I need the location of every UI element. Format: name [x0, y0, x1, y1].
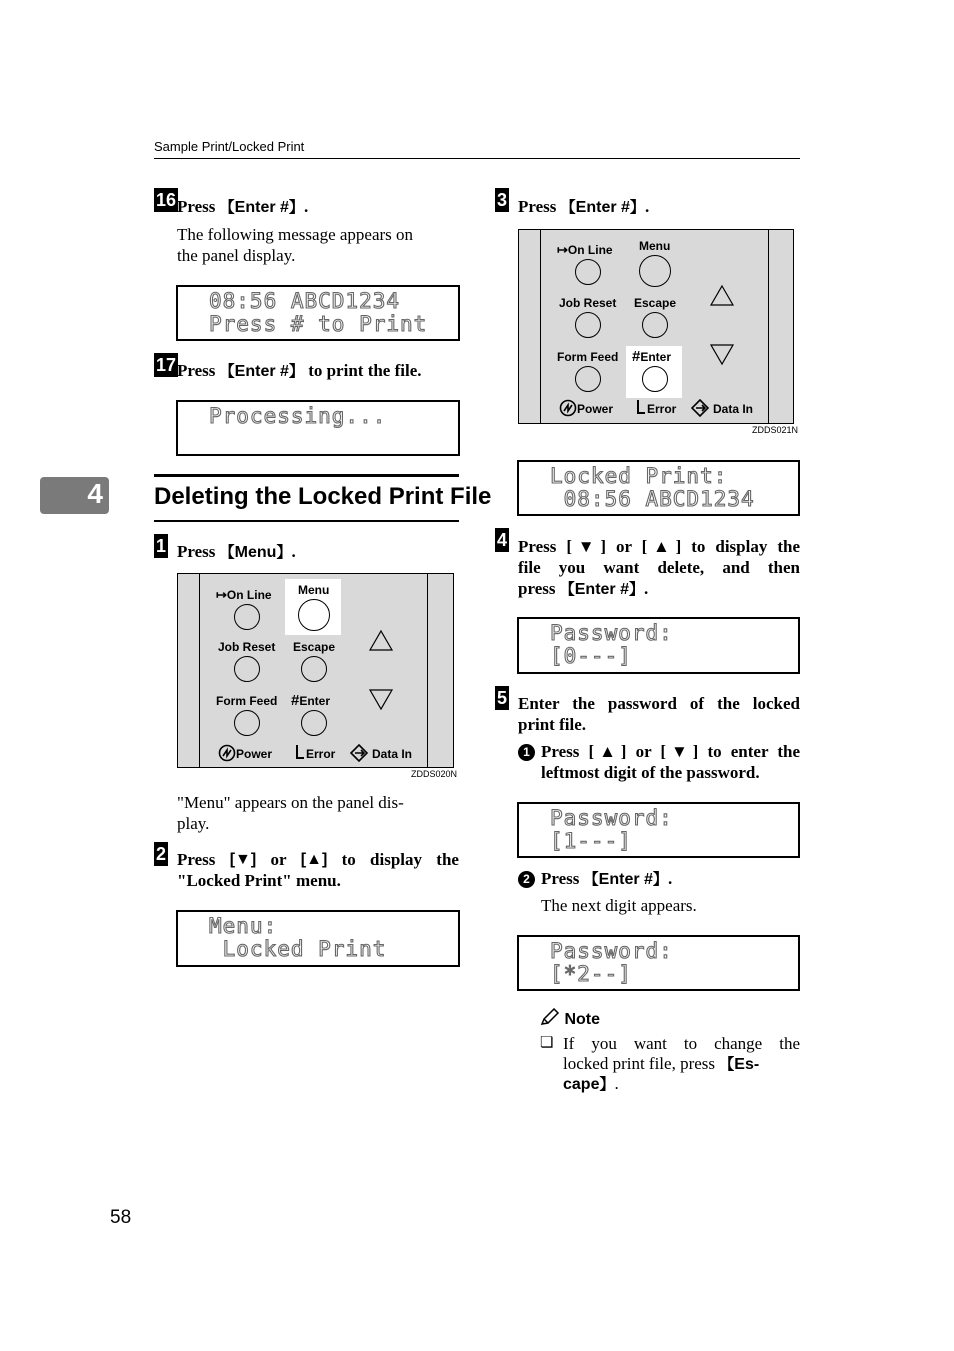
lcd-display-4: Password: [0---] [517, 617, 800, 674]
substep-2-body: The next digit appears. [541, 896, 697, 915]
down-arrow-icon [709, 341, 735, 367]
power-label: Power [559, 399, 613, 417]
substep-2-text: Press 【Enter #】. [541, 869, 673, 888]
step-16-body: The following message appears on the panel display. [177, 225, 414, 265]
online-label: ↦On Line [216, 587, 272, 602]
step-number: 4 [497, 530, 508, 550]
formfeed-label: Form Feed [557, 350, 619, 364]
hash-icon: # [632, 348, 641, 365]
substep-1-line-2: leftmost digit of the password. [541, 763, 760, 782]
menu-button [639, 255, 671, 287]
datain-icon [350, 744, 372, 762]
step-4 [495, 528, 509, 552]
jobreset-label: Job Reset [218, 640, 276, 654]
error-label: Error [294, 744, 335, 762]
step-4-line-3: press 【Enter #】. [518, 579, 649, 598]
enter-button [642, 366, 668, 392]
key-escape: Es- [734, 1056, 760, 1073]
step-3-text: Press 【Enter #】. [518, 197, 650, 216]
hash-icon: # [291, 692, 300, 709]
step-number: 2 [156, 844, 167, 864]
key-menu: Menu [234, 544, 277, 561]
step-17 [154, 353, 178, 377]
figure-code-2: ZDDS021N [752, 425, 799, 435]
running-header: Sample Print/Locked Print [154, 139, 305, 154]
lcd-display-2: Menu: Locked Print [176, 910, 460, 967]
error-icon [635, 399, 647, 417]
section-rule-bottom [154, 520, 459, 522]
step-1 [154, 534, 168, 558]
jobreset-button [575, 312, 601, 338]
section-rule-top [154, 474, 459, 477]
note-line-1: If you want to change the [563, 1034, 800, 1053]
formfeed-label: Form Feed [216, 694, 278, 708]
step-number: 1 [156, 536, 167, 556]
key-enter: Enter # [234, 199, 289, 216]
escape-label: Escape [293, 640, 336, 654]
formfeed-button [234, 710, 260, 736]
key-enter: Enter # [598, 871, 653, 888]
up-arrow-icon [709, 283, 735, 309]
step-5 [495, 686, 509, 710]
online-label: ↦On Line [557, 242, 613, 257]
power-icon [218, 744, 236, 762]
step-2 [154, 842, 168, 866]
header-rule [154, 158, 800, 159]
jobreset-button [234, 656, 260, 682]
key-enter: Enter # [234, 363, 289, 380]
key-enter: Enter # [574, 581, 629, 598]
down-arrow-icon [368, 686, 394, 712]
enter-label: #Enter [632, 348, 672, 365]
note-heading: Note [540, 1008, 600, 1029]
checkbox-bullet-icon: ❏ [540, 1035, 554, 1051]
arrow-right-icon: ↦ [557, 242, 568, 257]
step-number: 16 [156, 190, 177, 210]
lcd-display-3: Locked Print: 08:56 ABCD1234 [517, 460, 800, 516]
step-1-text: Press 【Menu】. [177, 542, 296, 561]
step-number: 3 [497, 190, 508, 210]
note-line-3: cape】. [563, 1074, 619, 1093]
step-number: 5 [497, 688, 508, 708]
arrow-right-icon: ↦ [216, 587, 227, 602]
formfeed-button [575, 366, 601, 392]
online-button [234, 604, 260, 630]
step-4-line-1: Press [▼] or [▲] to display the [518, 537, 800, 556]
step-5-line-1: Enter the password of the locked [518, 694, 800, 713]
menu-label: Menu [639, 239, 671, 253]
datain-icon [691, 399, 713, 417]
menu-button [298, 599, 330, 631]
key-enter: Enter # [575, 199, 630, 216]
note-line-2: locked print file, press 【Es- [563, 1054, 760, 1073]
step-3 [495, 188, 509, 212]
lcd-display-5b: Password: [*2--] [517, 935, 800, 991]
step-17-text: Press 【Enter #】 to print the file. [177, 361, 422, 380]
datain-label: Data In [691, 399, 753, 417]
step-16 [154, 188, 178, 212]
chapter-number: 4 [87, 478, 103, 509]
escape-button [301, 656, 327, 682]
power-icon [559, 399, 577, 417]
error-label: Error [635, 399, 676, 417]
escape-label: Escape [634, 296, 677, 310]
menu-label: Menu [298, 583, 330, 597]
control-panel-illustration-1 [177, 573, 454, 768]
control-panel-illustration-2 [518, 229, 794, 424]
escape-button [642, 312, 668, 338]
substep-number: 1 [518, 744, 535, 761]
enter-button [301, 710, 327, 736]
up-arrow-icon [368, 628, 394, 654]
step-2-line-1: Press [▼] or [▲] to display the [177, 850, 459, 869]
step-number: 17 [156, 355, 177, 375]
step-5-line-2: print file. [518, 715, 586, 734]
datain-label: Data In [350, 744, 412, 762]
step-4-line-2: file you want delete, and then [518, 558, 800, 577]
enter-label: #Enter [291, 692, 331, 709]
pencil-icon [540, 1008, 560, 1026]
chapter-tab [40, 477, 109, 514]
step-1-body: "Menu" appears on the panel dis- play. [177, 793, 404, 833]
figure-code-1: ZDDS020N [411, 769, 458, 779]
page-number: 58 [110, 1207, 132, 1228]
substep-1-line-1: Press [▲] or [▼] to enter the [541, 742, 800, 761]
substep-number: 2 [518, 871, 535, 888]
lcd-display-5a: Password: [1---] [517, 802, 800, 858]
step-2-line-2: "Locked Print" menu. [177, 871, 341, 890]
step-16-text: Press 【Enter #】. [177, 197, 309, 216]
substep-1 [518, 743, 535, 761]
jobreset-label: Job Reset [559, 296, 617, 310]
key-escape-cont: cape [563, 1076, 600, 1093]
substep-2 [518, 870, 535, 888]
error-icon [294, 744, 306, 762]
power-label: Power [218, 744, 272, 762]
lcd-display-17: Processing... [176, 400, 460, 456]
lcd-display-16: 08:56 ABCD1234 Press # to Print [176, 285, 460, 341]
online-button [575, 259, 601, 285]
section-title: Deleting the Locked Print File [154, 483, 492, 510]
